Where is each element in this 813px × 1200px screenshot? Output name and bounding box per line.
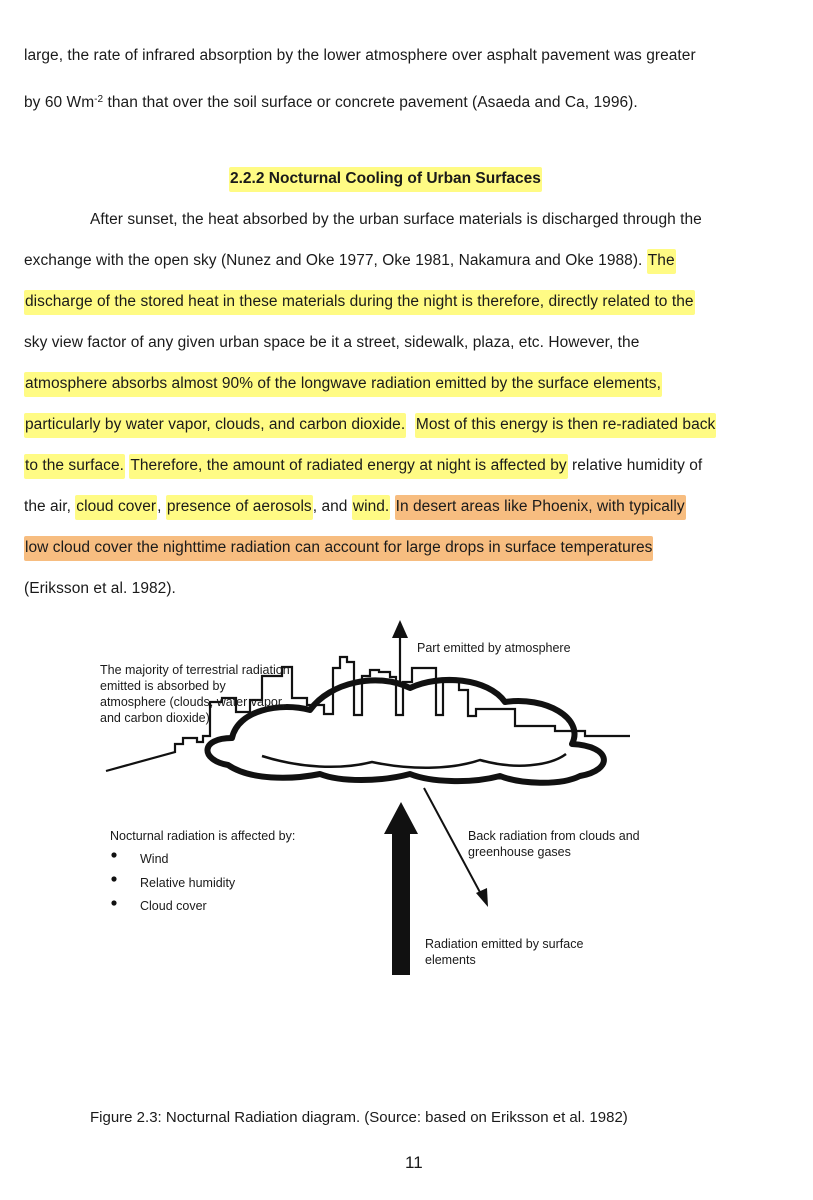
- affected-item-cloud-cover: Cloud cover: [140, 899, 207, 913]
- paragraph2-line10: (Eriksson et al. 1982).: [24, 580, 176, 597]
- back-radiation-label-line: Back radiation from clouds and: [468, 829, 640, 843]
- surface-label-line: Radiation emitted by surface: [425, 937, 584, 951]
- highlight: The: [647, 249, 676, 274]
- affected-item-humidity: Relative humidity: [140, 876, 236, 890]
- paragraph2-line9: [24, 539, 653, 557]
- bullet-icon: [111, 876, 116, 881]
- affected-title: Nocturnal radiation is affected by:: [110, 829, 296, 843]
- surface-arrow-head-icon: [384, 802, 418, 834]
- text-segment: exchange with the open sky (Nunez and Oke 1977, Oke 1981, Nakamura and Oke 1988).: [24, 252, 647, 269]
- highlight: to the surface.: [24, 454, 125, 479]
- bullet-icon: [111, 900, 116, 905]
- surface-label-line: elements: [425, 953, 476, 967]
- highlight: Therefore, the amount of radiated energy at night is affected by: [129, 454, 567, 479]
- paragraph2-line2: [24, 252, 676, 270]
- paragraph2-line1: After sunset, the heat absorbed by the urban surface materials is discharged through the: [90, 211, 702, 228]
- bullet-icon: [111, 852, 116, 857]
- highlight: particularly by water vapor, clouds, and carbon dioxide.: [24, 413, 406, 438]
- figure-caption: Figure 2.3: Nocturnal Radiation diagram. (Source: based on Eriksson et al. 1982): [90, 1109, 628, 1126]
- highlight: atmosphere absorbs almost 90% of the longwave radiation emitted by the surface elements,: [24, 372, 662, 397]
- absorbed-label-line: atmosphere (clouds, water vapor,: [100, 695, 285, 709]
- text-segment: ,: [157, 498, 166, 515]
- paragraph2-line7: [24, 457, 702, 475]
- affected-item-wind: Wind: [140, 852, 169, 866]
- nocturnal-radiation-diagram: [0, 610, 813, 1090]
- absorbed-label-line: The majority of terrestrial radiation: [100, 663, 290, 677]
- paragraph1-line2: [24, 94, 638, 112]
- paragraph2-line6: [24, 416, 716, 434]
- paragraph1-line1: large, the rate of infrared absorption by the lower atmosphere over asphalt pavement was greater: [24, 47, 696, 64]
- superscript: -2: [94, 94, 104, 105]
- text-segment: than that over the soil surface or concrete pavement (Asaeda and Ca, 1996).: [103, 94, 638, 111]
- paragraph2-line8: [24, 498, 686, 516]
- highlight: presence of aerosols: [166, 495, 313, 520]
- text-segment: of: [684, 457, 703, 474]
- atmosphere-label: Part emitted by atmosphere: [417, 641, 571, 655]
- back-radiation-label-line: greenhouse gases: [468, 845, 571, 859]
- highlight-orange: low cloud cover the nighttime radiation can account for large drops in surface temperatures: [24, 536, 653, 561]
- surface-arrow-shaft: [392, 832, 410, 975]
- highlight-orange: In desert areas like Phoenix, with typically: [395, 495, 686, 520]
- highlight: cloud cover: [75, 495, 157, 520]
- highlight: 2.2.2 Nocturnal Cooling of Urban Surfaces: [229, 167, 542, 192]
- text-segment: , and: [312, 498, 352, 515]
- absorbed-label-line: and carbon dioxide): [100, 711, 210, 725]
- text-segment: relative humidity: [567, 457, 685, 474]
- highlight: wind.: [352, 495, 390, 520]
- text-segment: the air,: [24, 498, 76, 515]
- highlight: Most of this energy is then re-radiated back: [415, 413, 716, 438]
- page-number: 11: [405, 1153, 423, 1172]
- section-heading: [229, 170, 542, 188]
- paragraph2-line4: sky view factor of any given urban space be it a street, sidewalk, plaza, etc. However, the: [24, 334, 640, 351]
- back-radiation-arrow-head-icon: [476, 888, 488, 907]
- absorbed-label-line: emitted is absorbed by: [100, 679, 226, 693]
- paragraph2-line3: [24, 293, 695, 311]
- text-segment: by 60 Wm: [24, 94, 95, 111]
- paragraph2-line5: [24, 375, 662, 393]
- atmosphere-arrow-head-icon: [392, 620, 408, 638]
- highlight: discharge of the stored heat in these materials during the night is therefore, directly related to the: [24, 290, 695, 315]
